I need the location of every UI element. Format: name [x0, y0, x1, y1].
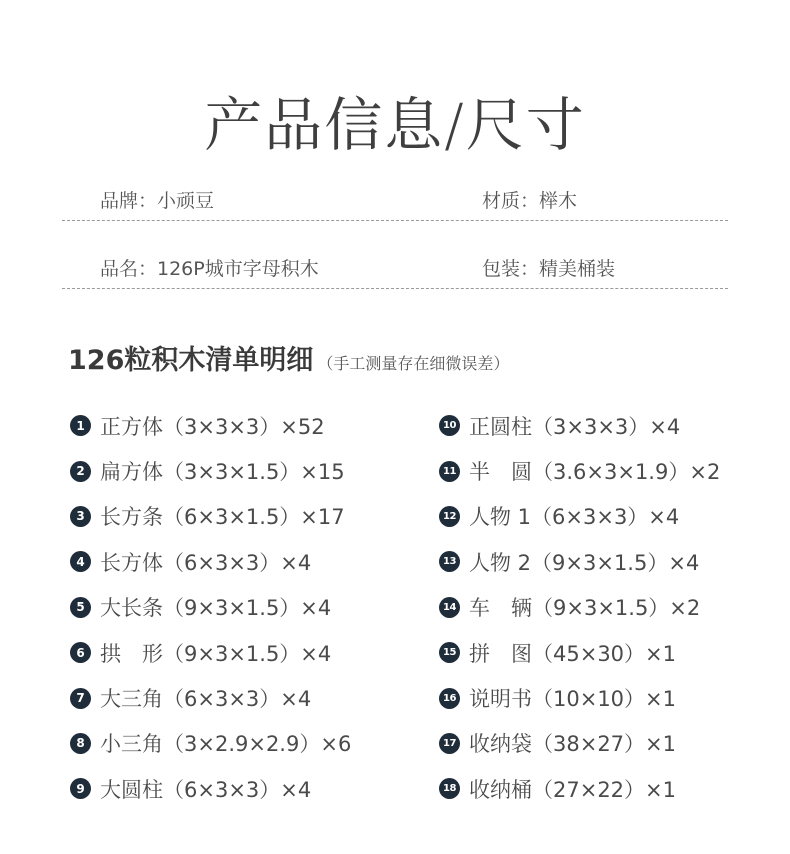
parts-list-right — [439, 403, 720, 812]
number-badge: 5 — [70, 597, 91, 618]
number-badge: 18 — [439, 778, 460, 799]
number-badge: 4 — [70, 551, 91, 572]
number-badge: 14 — [439, 597, 460, 618]
material-text: 材质：榉木 — [482, 190, 578, 212]
list-item — [439, 539, 720, 584]
product-name-text: 品名：126P城市字母积木 — [100, 258, 319, 280]
item-text: 车 辆（9×3×1.5）×2 — [469, 596, 701, 621]
number-badge: 16 — [439, 688, 460, 709]
list-heading — [68, 338, 509, 377]
number-badge: 12 — [439, 506, 460, 527]
list-item — [439, 675, 720, 720]
list-item — [439, 766, 720, 811]
item-text: 扁方体（3×3×1.5）×15 — [100, 460, 345, 485]
item-text: 小三角（3×2.9×2.9）×6 — [100, 732, 352, 757]
page-title: 产品信息/尺寸 — [204, 91, 586, 159]
number-badge: 15 — [439, 642, 460, 663]
list-item — [70, 494, 351, 539]
list-item — [70, 539, 351, 584]
list-title-text: 126粒积木清单明细 — [68, 345, 314, 376]
list-item — [70, 675, 351, 720]
number-badge: 17 — [439, 733, 460, 754]
number-badge: 13 — [439, 551, 460, 572]
number-badge: 8 — [70, 733, 91, 754]
item-text: 人物 2（9×3×1.5）×4 — [469, 550, 700, 575]
list-item — [70, 403, 351, 448]
item-text: 长方条（6×3×1.5）×17 — [100, 505, 345, 530]
number-badge: 2 — [70, 461, 91, 482]
list-item — [70, 585, 351, 630]
item-text: 收纳袋（38×27）×1 — [469, 732, 676, 757]
item-text: 人物 1（6×3×3）×4 — [469, 505, 680, 530]
parts-list-left — [70, 403, 351, 812]
list-item — [70, 448, 351, 493]
brand-text: 品牌：小顽豆 — [100, 190, 215, 212]
item-text: 说明书（10×10）×1 — [469, 687, 676, 712]
item-text: 拱 形（9×3×1.5）×4 — [100, 641, 332, 666]
number-badge: 6 — [70, 642, 91, 663]
info-row-brand-material — [62, 180, 728, 221]
number-badge: 3 — [70, 506, 91, 527]
info-row-name-packaging — [62, 248, 728, 289]
number-badge: 1 — [70, 415, 91, 436]
item-text: 大长条（9×3×1.5）×4 — [100, 596, 332, 621]
item-text: 大三角（6×3×3）×4 — [100, 687, 312, 712]
list-item — [439, 494, 720, 539]
list-item — [439, 585, 720, 630]
list-item — [70, 766, 351, 811]
list-item — [70, 721, 351, 766]
list-item — [439, 448, 720, 493]
number-badge: 10 — [439, 415, 460, 436]
item-text: 正圆柱（3×3×3）×4 — [469, 414, 681, 439]
list-item — [70, 630, 351, 675]
number-badge: 9 — [70, 778, 91, 799]
list-item — [439, 403, 720, 448]
list-item — [439, 630, 720, 675]
item-text: 长方体（6×3×3）×4 — [100, 550, 312, 575]
list-note-text: （手工测量存在细微误差） — [317, 354, 510, 373]
item-text: 正方体（3×3×3）×52 — [100, 414, 325, 439]
item-text: 大圆柱（6×3×3）×4 — [100, 777, 312, 802]
number-badge: 11 — [439, 461, 460, 482]
list-item — [439, 721, 720, 766]
item-text: 半 圆（3.6×3×1.9）×2 — [469, 460, 721, 485]
item-text: 收纳桶（27×22）×1 — [469, 777, 676, 802]
item-text: 拼 图（45×30）×1 — [469, 641, 676, 666]
packaging-text: 包装：精美桶装 — [482, 258, 616, 280]
number-badge: 7 — [70, 688, 91, 709]
